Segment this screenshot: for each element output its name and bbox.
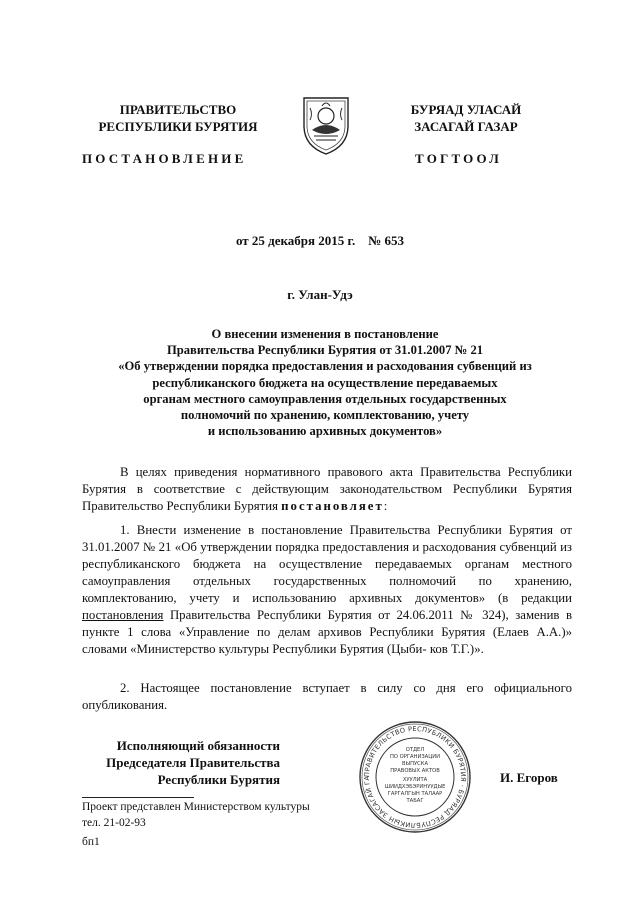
item-1-paragraph xyxy=(82,522,572,658)
official-stamp-icon xyxy=(358,720,472,834)
preamble-text: В целях приведения нормативного правового акта Правительства Республики Бурятия в соответствие с действующим законодательством Республики Бурятия Правительство Республики Бурятия xyxy=(82,465,572,513)
stamp-line: ТАБАГ xyxy=(406,798,424,804)
stamp-line: ГАРГАЛГЫН ТАЛААР xyxy=(387,791,443,797)
date-line: от 25 декабря 2015 г. № 653 xyxy=(235,233,405,248)
title-line: органам местного самоуправления отдельных государственных xyxy=(143,391,507,406)
header-right xyxy=(370,101,562,135)
header-left-line2: РЕСПУБЛИКИ БУРЯТИЯ xyxy=(98,119,258,134)
document-title xyxy=(80,326,570,439)
title-line: полномочий по хранению, комплектованию, учету xyxy=(180,408,470,423)
signature-line1: Исполняющий обязанности xyxy=(116,738,280,753)
footer-line1: Проект представлен Министерством культуры xyxy=(82,801,310,813)
stamp-line: ПО ОРГАНИЗАЦИИ xyxy=(389,754,441,760)
header-right-line2: ЗАСАГАЙ ГАЗАР xyxy=(414,119,518,134)
preamble-paragraph xyxy=(82,464,572,515)
footer-divider xyxy=(82,797,194,798)
stamp-line: ШИИДХЭБЭРИНУУДЫЕ xyxy=(384,784,446,790)
header-right-line1: БУРЯАД УЛАСАЙ xyxy=(410,102,522,117)
signer-name: И. Егоров xyxy=(500,770,558,785)
title-line: республиканского бюджета на осуществление передаваемых xyxy=(152,375,498,390)
title-line: О внесении изменения в постановление xyxy=(211,327,439,341)
item-1-text-cont: Правительства Республики Бурятия от 24.06.2011 № 324), заменив в пункте 1 слова «Управление по делам архивов Республики Бурятия (Елаев А.А.)» словами «Министерство культуры Республики Бурятия (Цыби- ков Т.Г.)». xyxy=(82,608,572,656)
svg-text:ПРАВИТЕЛЬСТВО РЕСПУБЛИКИ БУРЯТ xyxy=(358,720,467,829)
preamble-end: : xyxy=(383,499,388,513)
item-2-paragraph xyxy=(82,680,572,714)
footer-code: бп1 xyxy=(82,836,100,848)
footer-note xyxy=(82,799,310,850)
item-2-text: 2. Настоящее постановление вступает в силу со дня его официального опубликования. xyxy=(82,681,572,712)
coat-of-arms-icon xyxy=(300,92,352,156)
stamp-line: ПРАВОВЫХ АКТОВ xyxy=(390,768,440,774)
resolution-link[interactable]: постановления xyxy=(82,608,164,622)
preamble-keyword: постановляет xyxy=(281,499,384,513)
header-left-line1: ПРАВИТЕЛЬСТВО xyxy=(119,102,237,117)
doc-type-right: ТОГТООЛ xyxy=(415,151,503,166)
stamp-line: ХУУЛИТА xyxy=(402,777,428,783)
stamp-line: ВЫПУСКА xyxy=(401,761,429,767)
signature-line2: Председателя Правительства xyxy=(106,755,280,770)
signature-line3: Республики Бурятия xyxy=(157,772,280,787)
title-line: Правительства Республики Бурятия от 31.01.2007 № 21 xyxy=(166,343,484,358)
title-line: и использованию архивных документов» xyxy=(207,424,443,439)
title-line: «Об утверждении порядка предоставления и расходования субвенций из xyxy=(118,359,532,374)
item-1-text: 1. Внести изменение в постановление Правительства Республики Бурятия от 31.01.2007 № 21 «Об утверждении порядка предоставления и расходования субвенций из республиканского бюджета на осуществление передаваемых органам местного самоуправления отдельных государственных полномочий по хранению, комплектованию, учету и использованию архивных документов» (в редакции xyxy=(82,523,572,605)
city: г. Улан-Удэ xyxy=(287,287,353,302)
footer-line2: тел. 21-02-93 xyxy=(82,817,146,829)
doc-type-left: ПОСТАНОВЛЕНИЕ xyxy=(82,151,247,166)
header-left xyxy=(80,101,276,135)
stamp-ring-text: ПРАВИТЕЛЬСТВО РЕСПУБЛИКИ БУРЯТИЯ · БУРЯАД РЕСПУБЛИКЫН ЗАСАГАЙ ГА xyxy=(362,724,468,830)
stamp-line: ОТДЕЛ xyxy=(405,747,425,753)
signature-title xyxy=(82,737,280,788)
